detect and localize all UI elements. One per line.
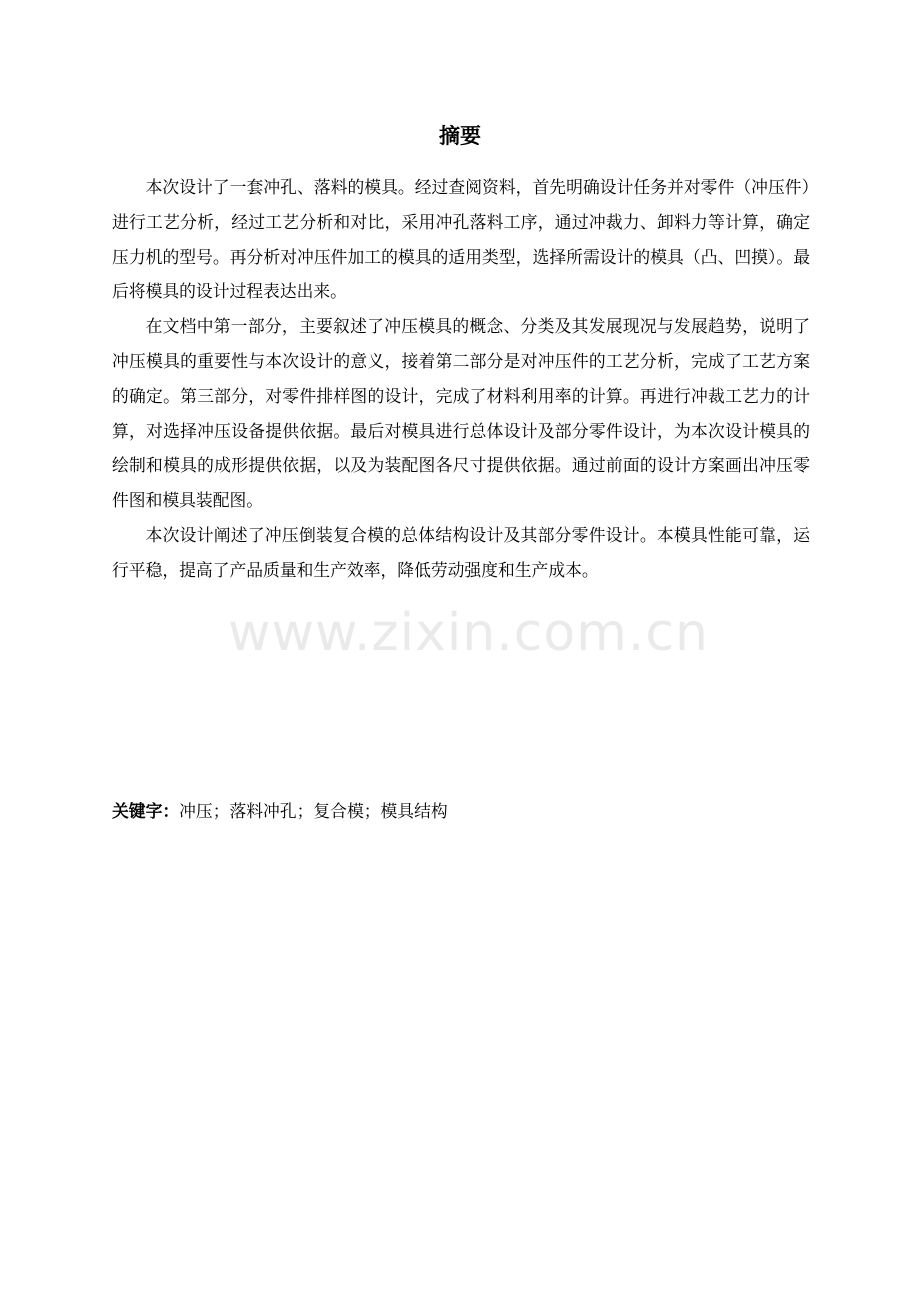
keywords-value: 冲压；落料冲孔；复合模；模具结构 [179, 801, 448, 821]
paragraph-3: 本次设计阐述了冲压倒装复合模的总体结构设计及其部分零件设计。本模具性能可靠，运行平稳，提高了产品质量和生产效率，降低劳动强度和生产成本。 [112, 524, 810, 580]
watermark-text: www.zixin.com.cn [228, 603, 709, 663]
keywords-line [112, 797, 810, 825]
paragraph-2: 在文档中第一部分，主要叙述了冲压模具的概念、分类及其发展现况与发展趋势，说明了冲压模具的重要性与本次设计的意义，接着第二部分是对冲压件的工艺分析，完成了工艺方案的确定。第三部分，对零件排样图的设计，完成了材料利用率的计算。再进行冲裁工艺力的计算，对选择冲压设备提供依据。最后对模具进行总体设计及部分零件设计，为本次设计模具的绘制和模具的成形提供依据，以及为装配图各尺寸提供依据。通过前面的设计方案画出冲压零件图和模具装配图。 [112, 316, 810, 511]
paragraph-1: 本次设计了一套冲孔、落料的模具。经过查阅资料，首先明确设计任务并对零件（冲压件）进行工艺分析，经过工艺分析和对比，采用冲孔落料工序，通过冲裁力、卸料力等计算，确定压力机的型号。再分析对冲压件加工的模具的适用类型，选择所需设计的模具（凸、凹摸）。最后将模具的设计过程表达出来。 [112, 177, 810, 302]
page-title: 摘要 [439, 124, 481, 148]
abstract-body [112, 170, 810, 588]
keywords-label: 关键字： [112, 801, 180, 821]
